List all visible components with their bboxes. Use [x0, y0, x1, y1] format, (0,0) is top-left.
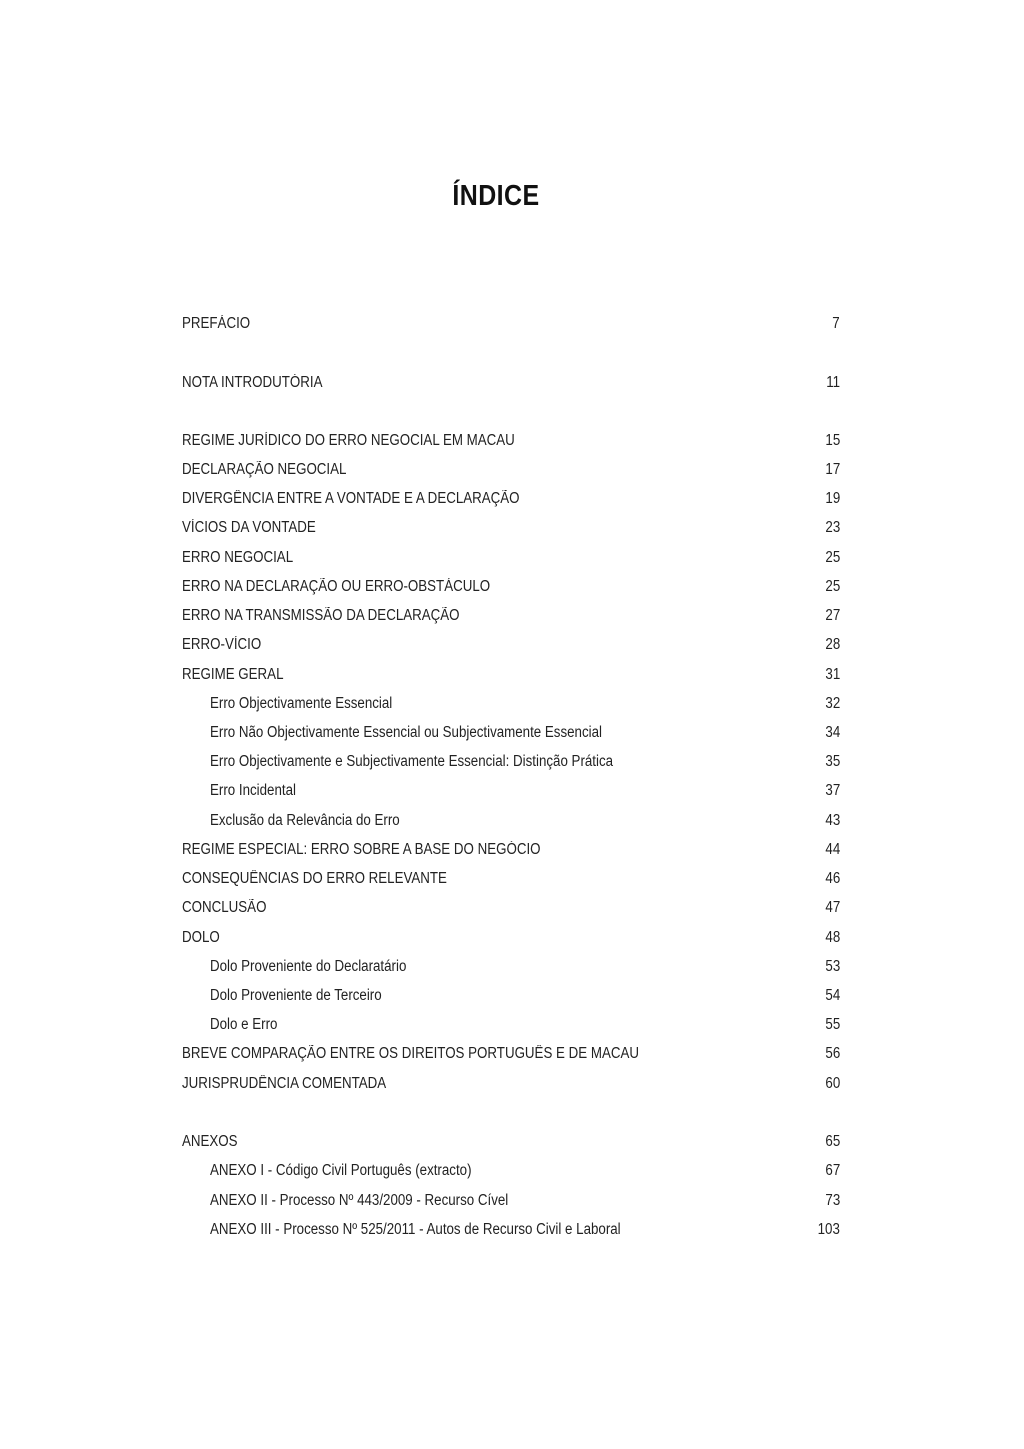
toc-entry[interactable] — [182, 574, 840, 600]
toc-entry-page: 46 — [825, 870, 840, 887]
toc-entry-label: ERRO NA TRANSMISSÃO DA DECLARAÇÃO — [182, 607, 460, 624]
toc-entry[interactable] — [182, 662, 840, 688]
toc-entry[interactable] — [182, 515, 840, 541]
toc-entry-page: 35 — [825, 753, 840, 770]
toc-entry-label: Erro Incidental — [210, 782, 296, 799]
toc-entry-page: 48 — [825, 929, 840, 946]
toc-entry[interactable] — [182, 603, 840, 629]
toc-entry-label: CONCLUSÃO — [182, 899, 267, 916]
toc-entry[interactable] — [182, 370, 840, 396]
toc-entry-page: 25 — [825, 549, 840, 566]
toc-entry[interactable] — [182, 486, 840, 512]
toc-subentry[interactable] — [182, 1158, 840, 1184]
toc-subentry[interactable] — [182, 808, 840, 834]
toc-entry-label: ANEXO II - Processo Nº 443/2009 - Recurso Cível — [210, 1192, 509, 1209]
toc-entry[interactable] — [182, 457, 840, 483]
toc-entry-page: 43 — [825, 812, 840, 829]
toc-entry-label: JURISPRUDÊNCIA COMENTADA — [182, 1075, 387, 1092]
toc-entry-label: NOTA INTRODUTÓRIA — [182, 374, 323, 391]
toc-entry-page: 37 — [825, 782, 840, 799]
toc-entry[interactable] — [182, 311, 840, 337]
toc-entry[interactable] — [182, 1041, 840, 1067]
toc-entry-label: Exclusão da Relevância do Erro — [210, 812, 400, 829]
toc-entry-page: 15 — [825, 432, 840, 449]
toc-entry-label: ANEXO III - Processo Nº 525/2011 - Autos de Recurso Civil e Laboral — [210, 1221, 621, 1238]
toc-entry-label: PREFÁCIO — [182, 315, 251, 332]
toc-entry-page: 32 — [825, 695, 840, 712]
toc-entry-label: DOLO — [182, 929, 220, 946]
toc-entry-page: 25 — [825, 578, 840, 595]
toc-entry-label: REGIME GERAL — [182, 666, 284, 683]
toc-subentry[interactable] — [182, 983, 840, 1009]
toc-subentry[interactable] — [182, 1188, 840, 1214]
toc-entry-page: 47 — [825, 899, 840, 916]
toc-entry-page: 19 — [825, 490, 840, 507]
toc-entry-label: ANEXOS — [182, 1133, 238, 1150]
toc-entry-page: 54 — [825, 987, 840, 1004]
toc-entry-label: REGIME ESPECIAL: ERRO SOBRE A BASE DO NEGÓCIO — [182, 841, 541, 858]
toc-entry-page: 56 — [825, 1045, 840, 1062]
toc-entry-page: 27 — [825, 607, 840, 624]
toc-entry-page: 65 — [825, 1133, 840, 1150]
toc-entry-label: DECLARAÇÃO NEGOCIAL — [182, 461, 347, 478]
toc-entry-page: 23 — [825, 519, 840, 536]
toc-entry[interactable] — [182, 837, 840, 863]
toc-subentry[interactable] — [182, 1217, 840, 1243]
toc-subentry[interactable] — [182, 1012, 840, 1038]
toc-entry-label: ERRO-VÍCIO — [182, 636, 262, 653]
toc-entry-page: 53 — [825, 958, 840, 975]
toc-entry-page: 17 — [825, 461, 840, 478]
toc-entry-label: REGIME JURÍDICO DO ERRO NEGOCIAL EM MACAU — [182, 432, 515, 449]
toc-entry[interactable] — [182, 632, 840, 658]
toc-entry-label: CONSEQUÊNCIAS DO ERRO RELEVANTE — [182, 870, 447, 887]
toc-entry-page: 55 — [825, 1016, 840, 1033]
toc-subentry[interactable] — [182, 720, 840, 746]
toc-entry[interactable] — [182, 545, 840, 571]
page-title: ÍNDICE — [452, 180, 540, 212]
toc-subentry[interactable] — [182, 778, 840, 804]
toc-entry-page: 103 — [817, 1221, 840, 1238]
toc-entry-label: Erro Objectivamente Essencial — [210, 695, 393, 712]
toc-entry[interactable] — [182, 428, 840, 454]
toc-entry-label: DIVERGÊNCIA ENTRE A VONTADE E A DECLARAÇÃO — [182, 490, 520, 507]
toc-entry-label: ANEXO I - Código Civil Português (extracto) — [210, 1162, 472, 1179]
toc-entry-label: Dolo e Erro — [210, 1016, 278, 1033]
toc-entry-label: Dolo Proveniente do Declaratário — [210, 958, 407, 975]
toc-entry-label: Erro Não Objectivamente Essencial ou Subjectivamente Essencial — [210, 724, 602, 741]
toc-entry-label: VÍCIOS DA VONTADE — [182, 519, 316, 536]
toc-entry-page: 73 — [825, 1192, 840, 1209]
toc-entry-page: 11 — [826, 374, 840, 391]
toc-entry[interactable] — [182, 866, 840, 892]
toc-entry-page: 60 — [825, 1075, 840, 1092]
toc-entry-label: Dolo Proveniente de Terceiro — [210, 987, 382, 1004]
toc-subentry[interactable] — [182, 691, 840, 717]
toc-entry[interactable] — [182, 925, 840, 951]
toc-subentry[interactable] — [182, 749, 840, 775]
toc-entry-label: Erro Objectivamente e Subjectivamente Essencial: Distinção Prática — [210, 753, 614, 770]
toc-entry-page: 28 — [825, 636, 840, 653]
toc-entry-page: 34 — [825, 724, 840, 741]
toc-entry-page: 67 — [825, 1162, 840, 1179]
toc-entry-page: 7 — [832, 315, 840, 332]
toc-entry-label: ERRO NA DECLARAÇÃO OU ERRO-OBSTÁCULO — [182, 578, 491, 595]
toc-entry-label: ERRO NEGOCIAL — [182, 549, 294, 566]
toc-subentry[interactable] — [182, 954, 840, 980]
toc-entry-page: 44 — [825, 841, 840, 858]
toc-entry-label: BREVE COMPARAÇÃO ENTRE OS DIREITOS PORTUGUÊS E DE MACAU — [182, 1045, 640, 1062]
toc-entry[interactable] — [182, 895, 840, 921]
toc-entry-page: 31 — [825, 666, 840, 683]
toc-entry[interactable] — [182, 1071, 840, 1097]
toc-entry[interactable] — [182, 1129, 840, 1155]
